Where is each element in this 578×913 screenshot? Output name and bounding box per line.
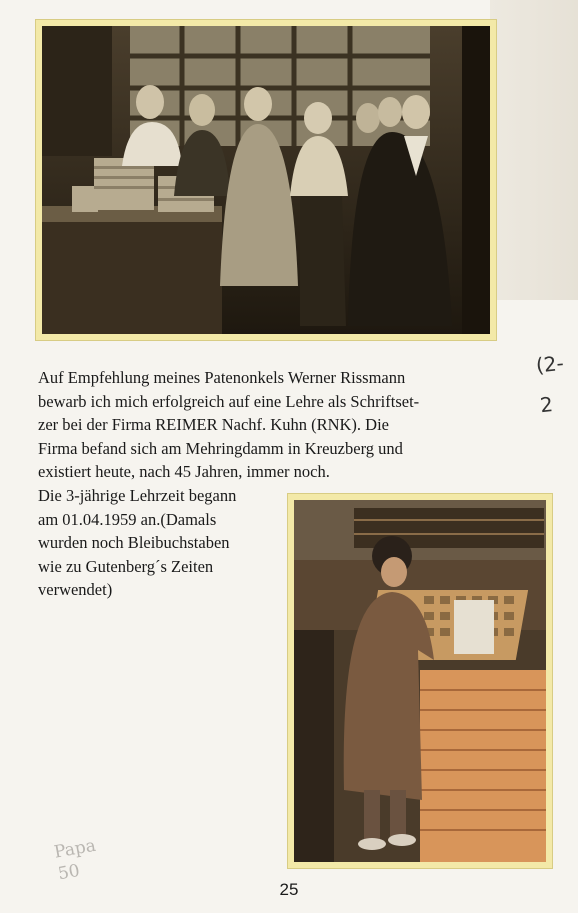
pencil-annotation: Papa 50 — [52, 835, 98, 885]
apprenticeship-start-paragraph: Die 3-jährige Lehrzeit begann am 01.04.1959 an.(Damals wurden noch Bleibuchstaben wie zu Gutenberg´s Zeiten verwendet) — [38, 486, 237, 599]
typesetter-case-photo — [288, 494, 552, 868]
facing-page-bleed — [490, 0, 578, 300]
typesetter-photo-image — [294, 500, 546, 862]
page-number: 25 — [279, 880, 299, 899]
handwritten-margin-note: (2- 2 — [534, 350, 565, 418]
paragraph-main-text: Auf Empfehlung meines Patenonkels Werner Rissmann bewarb ich mich erfolgreich auf eine Lehre als Schriftset- zer bei der Firma REIMER Nachf. Kuhn (RNK). Die Firma befand sich am Mehringdamm in Kreuzberg und existiert heute, nach 45 Jahren, immer noch. — [38, 368, 420, 481]
apprenticeship-paragraph — [38, 366, 498, 484]
workshop-group-photo — [36, 20, 496, 340]
group-photo-image — [42, 26, 490, 334]
